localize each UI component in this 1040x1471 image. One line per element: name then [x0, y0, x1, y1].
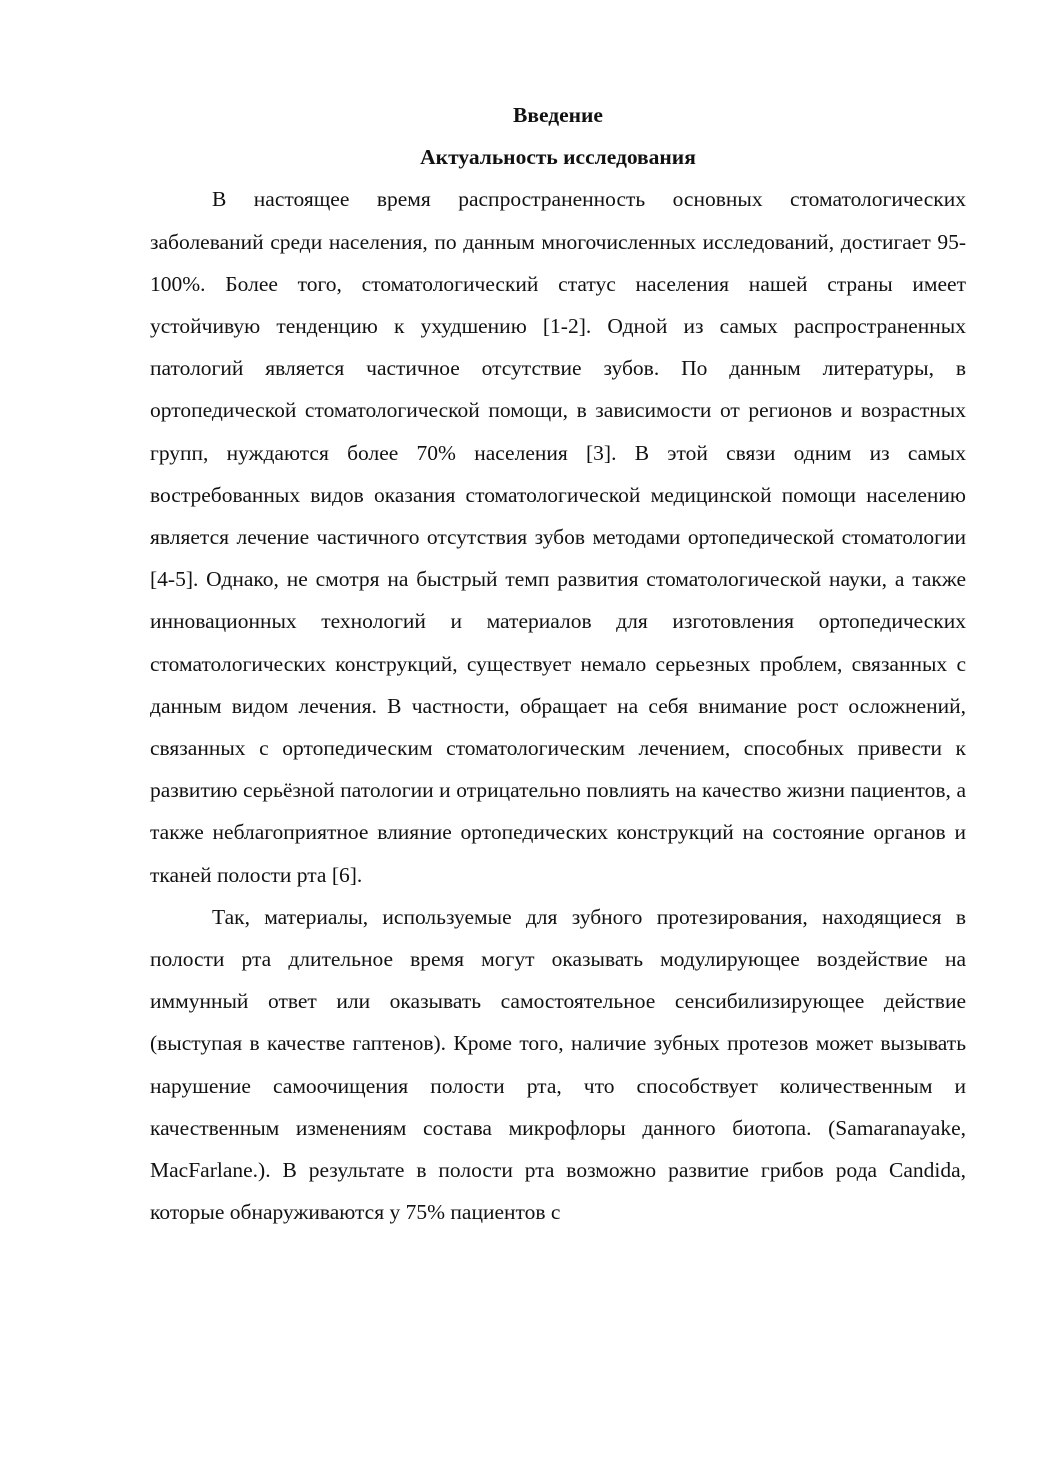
- document-heading: Введение: [513, 103, 603, 127]
- paragraph-materials: Так, материалы, используемые для зубного протезирования, находящиеся в полости рта длительное время могут оказывать модулирующее воздействие на иммунный ответ или оказывать самостоятельное сенсибилизирующее действие (выступая в качестве гаптенов). Кроме того, наличие зубных протезов может вызывать нарушение самоочищения полости рта, что способствует количественным и качественным изменениям состава микрофлоры данного биотопа. (Samaranayake, MacFarlane.). В результате в полости рта возможно развитие грибов рода Candida, которые обнаруживаются у 75% пациентов с: [150, 904, 966, 1225]
- section-title: Актуальность исследования: [420, 145, 696, 170]
- document-page: [150, 94, 966, 1233]
- paragraph-relevance: В настоящее время распространенность основных стоматологических заболеваний среди населения, по данным многочисленных исследований, достигает 95-100%. Более того, стоматологический статус населения нашей страны имеет устойчивую тенденцию к ухудшению [1-2]. Одной из самых распространенных патологий является частичное отсутствие зубов. По данным литературы, в ортопедической стоматологической помощи, в зависимости от регионов и возрастных групп, нуждаются более 70% населения [3]. В этой связи одним из самых востребованных видов оказания стоматологической медицинской помощи населению является лечение частичного отсутствия зубов методами ортопедической стоматологии [4-5]. Однако, не смотря на быстрый темп развития стоматологической науки, а также инновационных технологий и материалов для изготовления ортопедических стоматологических конструкций, существует немало серьезных проблем, связанных с данным видом лечения. В частности, обращает на себя внимание рост осложнений, связанных с ортопедическим стоматологическим лечением, способных привести к развитию серьёзной патологии и отрицательно повлиять на качество жизни пациентов, а также неблагоприятное влияние ортопедических конструкций на состояние органов и тканей полости рта [6].: [150, 187, 966, 887]
